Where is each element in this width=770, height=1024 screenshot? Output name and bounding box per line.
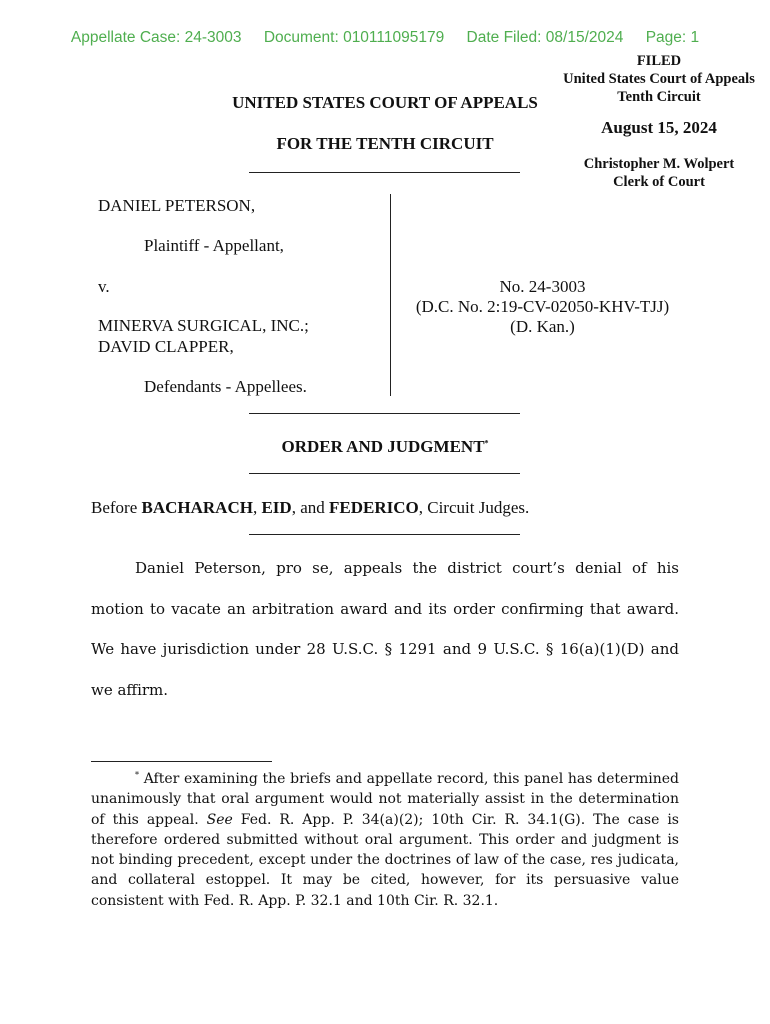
header-document: Document: 010111095179 xyxy=(263,29,445,46)
footnote-part1: After examining the briefs and appellate record, this panel has determined unanimously that oral argument would not materially assist in the determination of this appeal. xyxy=(91,771,679,828)
filed-circuit: Tenth Circuit xyxy=(617,89,701,105)
filed-date: August 15, 2024 xyxy=(601,118,717,137)
plaintiff-name: DANIEL PETERSON, xyxy=(98,196,256,215)
panel-line xyxy=(91,498,529,518)
body-paragraph: Daniel Peterson, pro se, appeals the district court’s denial of his motion to vacate an arbitration award and its order confirming that award. We have jurisdiction under 28 U.S.C. § 1291 and 9 U.S.C. § 16(a)(1)(D) and we affirm. xyxy=(91,559,679,699)
order-footnote-marker: * xyxy=(484,438,489,448)
case-numbers xyxy=(400,277,685,337)
header-case: Appellate Case: 24-3003 xyxy=(70,29,242,46)
footnote xyxy=(91,769,679,911)
panel-sep1: , xyxy=(252,498,262,517)
clerk-name: Christopher M. Wolpert xyxy=(583,156,735,172)
court-title-line1: UNITED STATES COURT OF APPEALS xyxy=(232,93,538,112)
defendant-2: DAVID CLAPPER, xyxy=(98,337,234,356)
divider-top xyxy=(249,172,520,173)
footnote-see: See xyxy=(206,811,233,828)
footnote-part2: Fed. R. App. P. 34(a)(2); 10th Cir. R. 34.1(G). The case is therefore ordered submitted without oral argument. This order and judgment is not binding precedent, except under the doctrines of law of the case, res judicata, and collateral estoppel. It may be cited, however, for its persuasive value consistent with Fed. R. App. P. 32.1 and 10th Cir. R. 32.1. xyxy=(91,811,679,909)
order-title-text: ORDER AND JUDGMENT xyxy=(281,437,485,456)
judge-federico: FEDERICO xyxy=(329,498,419,517)
filing-header xyxy=(0,29,770,47)
case-no: No. 24-3003 xyxy=(499,277,586,296)
district: (D. Kan.) xyxy=(510,317,575,336)
order-title xyxy=(200,437,570,457)
footnote-rule xyxy=(91,761,272,762)
judge-eid: EID xyxy=(261,498,292,517)
divider-order xyxy=(249,473,520,474)
plaintiff-role: Plaintiff - Appellant, xyxy=(144,236,284,255)
panel-before: Before xyxy=(91,498,142,517)
caption-divider xyxy=(390,194,391,396)
versus: v. xyxy=(98,277,110,296)
clerk-title: Clerk of Court xyxy=(613,174,705,190)
divider-caption xyxy=(249,413,520,414)
header-date-filed: Date Filed: 08/15/2024 xyxy=(466,29,624,46)
defendant-1: MINERVA SURGICAL, INC.; xyxy=(98,316,309,335)
panel-suffix: , Circuit Judges. xyxy=(418,498,530,517)
filed-court: United States Court of Appeals xyxy=(563,71,755,87)
panel-sep2: , and xyxy=(291,498,329,517)
header-page: Page: 1 xyxy=(645,29,700,46)
court-title-line2: FOR THE TENTH CIRCUIT xyxy=(276,134,494,153)
opinion-body xyxy=(91,548,679,710)
divider-panel xyxy=(249,534,520,535)
defendant-role: Defendants - Appellees. xyxy=(144,377,307,396)
filed-label: FILED xyxy=(636,53,682,69)
footnote-marker: * xyxy=(135,770,139,780)
dc-no: (D.C. No. 2:19-CV-02050-KHV-TJJ) xyxy=(415,297,670,316)
footnote-paragraph xyxy=(91,769,679,911)
filed-stamp xyxy=(545,52,770,191)
judge-bacharach: BACHARACH xyxy=(141,498,253,517)
